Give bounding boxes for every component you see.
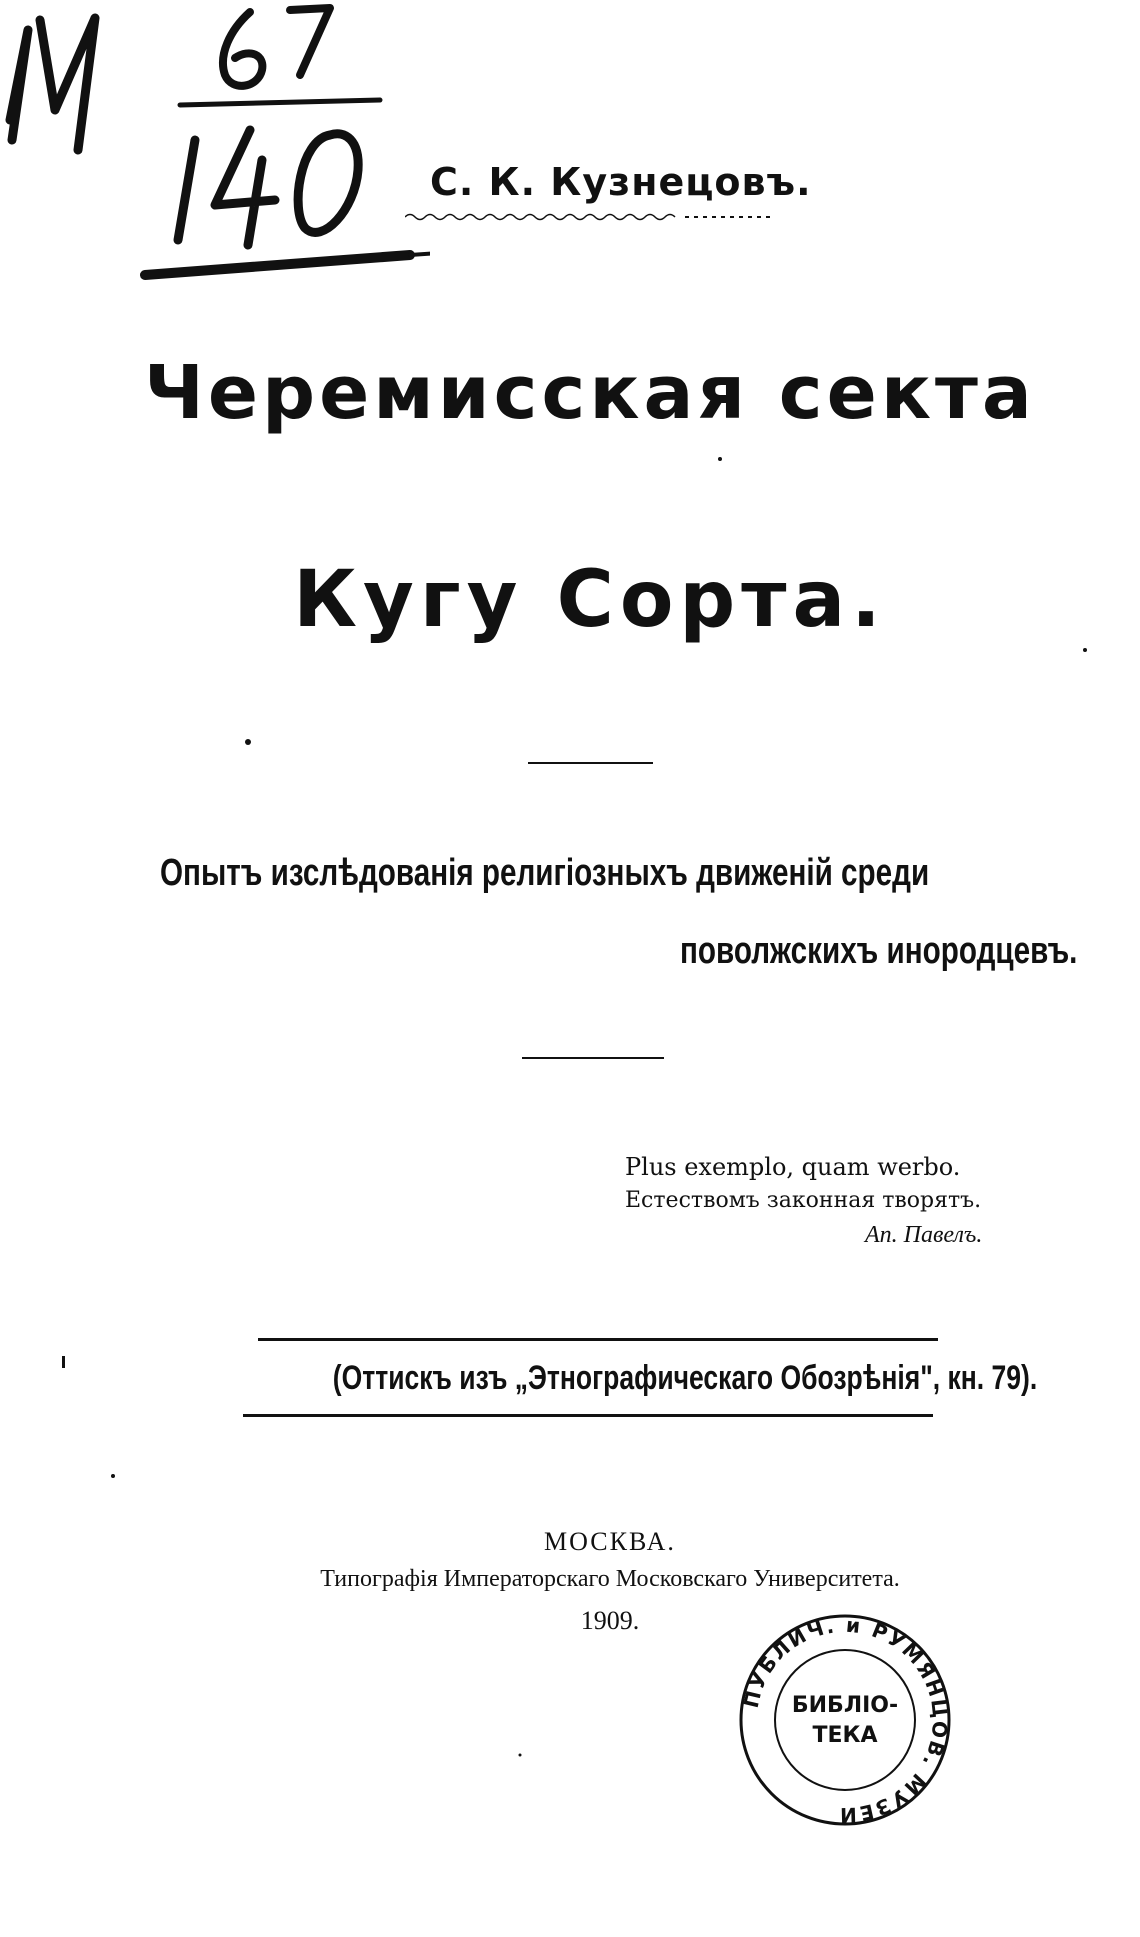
imprint-press: Типографія Императорскаго Московскаго Университета. xyxy=(320,1566,900,1592)
imprint-year: 1909. xyxy=(580,1606,640,1635)
svg-text:ПУБЛИЧ. и РУМЯНЦОВ. МУЗЕИ xyxy=(739,1613,953,1827)
title-line-1: Черемисская секта xyxy=(144,350,1036,436)
epigraph-attribution: Ап. Павелъ. xyxy=(865,1222,983,1248)
subtitle-line-1: Опытъ изслѣдованія религіозныхъ движеній среди xyxy=(160,852,930,894)
title-line-2: Кугу Сорта. xyxy=(293,555,887,645)
author-wavy-underline xyxy=(405,210,775,224)
library-stamp xyxy=(735,1610,955,1830)
subtitle-line-2: поволжскихъ инородцевъ. xyxy=(680,930,1078,972)
offprint-top-rule xyxy=(258,1338,938,1341)
stamp-ring-text: ПУБЛИЧ. и РУМЯНЦОВ. МУЗЕИ xyxy=(738,1612,953,1828)
handwritten-shelf-mark xyxy=(0,0,430,300)
stamp-center-line-2: ТЕКА xyxy=(812,1723,878,1748)
divider-rule xyxy=(522,1057,664,1059)
offprint-text: (Оттискъ изъ „Этнографическаго Обозрѣнія", кн. 79). xyxy=(332,1359,1038,1397)
imprint-city: МОСКВА. xyxy=(544,1527,676,1556)
epigraph-russian: Естествомъ законная творятъ. xyxy=(625,1188,982,1213)
offprint-bottom-rule xyxy=(243,1414,933,1417)
epigraph-latin: Plus exemplo, quam werbo. xyxy=(625,1153,961,1181)
divider-rule xyxy=(528,762,653,764)
offprint-note xyxy=(258,1338,1038,1417)
stamp-center-line-1: БИБЛІО- xyxy=(791,1693,899,1718)
author-name: С. К. Кузнецовъ. xyxy=(430,160,812,204)
